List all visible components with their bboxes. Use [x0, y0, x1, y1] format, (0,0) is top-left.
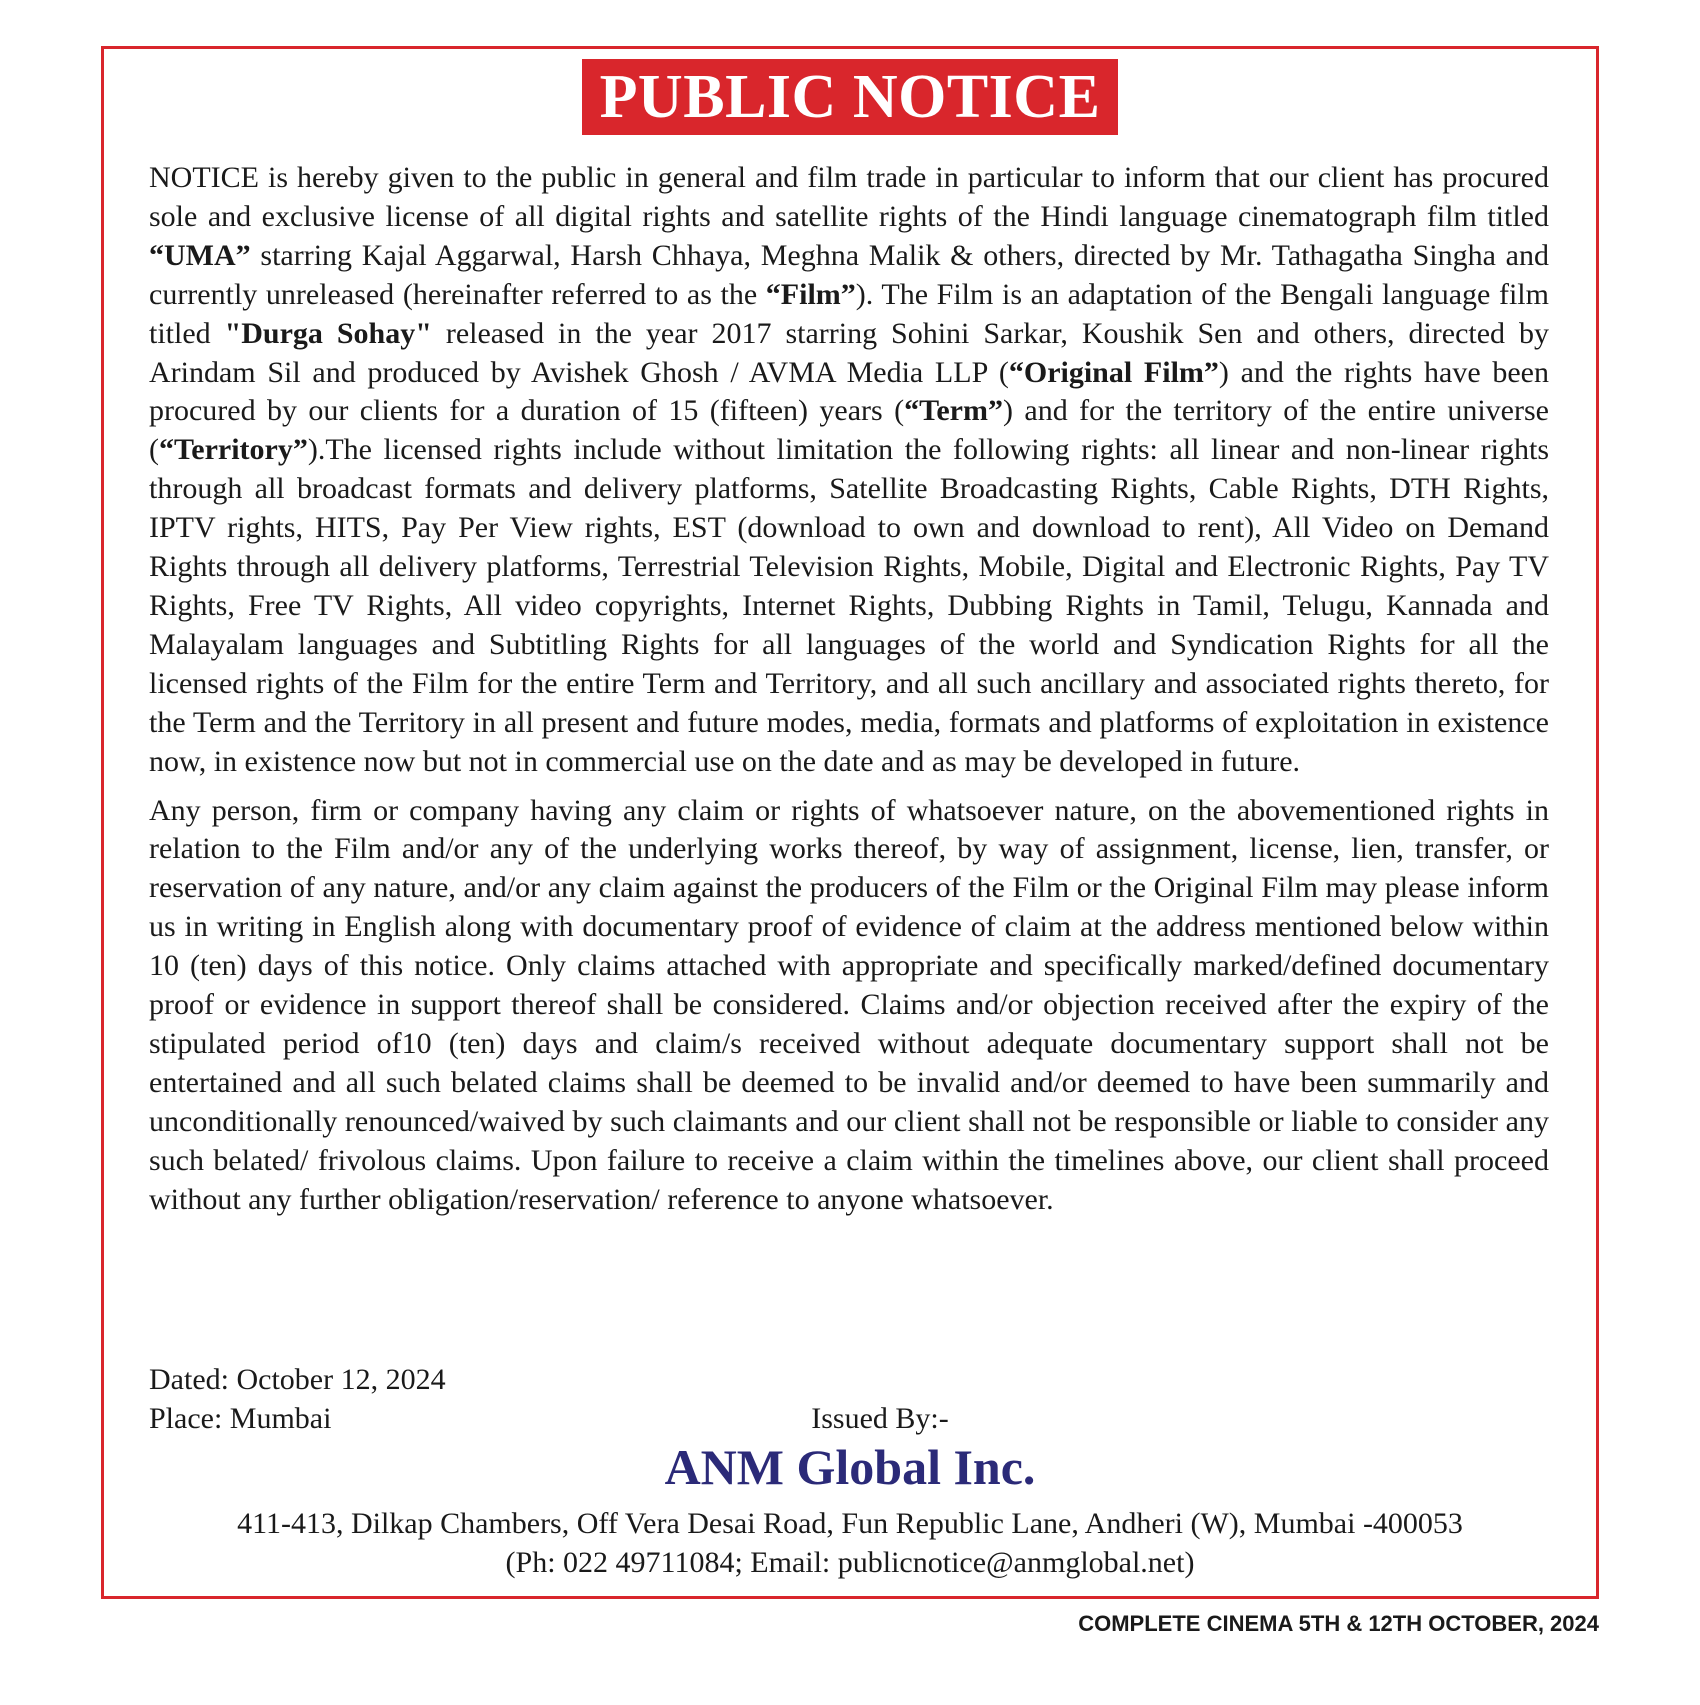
- p1-bold-film: “Film”: [765, 277, 856, 311]
- notice-title: PUBLIC NOTICE: [582, 59, 1119, 135]
- paragraph-claims: Any person, firm or company having any claim or rights of whatsoever nature, on the abovementioned rights in relation to the Film and/or any of the underlying works thereof, by way of assignment, license, lien, transfer, or reservation of any nature, and/or any claim against the producers of the Film or the Original Film may please inform us in writing in English along with documentary proof of evidence of claim at the address mentioned below within 10 (ten) days of this notice. Only claims attached with appropriate and specifically marked/defined documentary proof or evidence in support thereof shall be considered. Claims and/or objection received after the expiry of the stipulated period of10 (ten) days and claim/s received without adequate documentary support shall not be entertained and all such belated claims shall be deemed to be invalid and/or deemed to have been summarily and unconditionally renounced/waived by such claimants and our client shall not be responsible or liable to consider any such belated/ frivolous claims. Upon failure to receive a claim within the timelines above, our client shall proceed without any further obligation/reservation/ reference to anyone whatsoever.: [149, 793, 1549, 1216]
- notice-body: [149, 159, 1549, 1219]
- address-block: [104, 1504, 1596, 1582]
- p1-bold-durga-sohay: "Durga Sohay": [224, 316, 432, 350]
- p1-text-5: ) and the rights have been procured by our clients for a duration of 15 (fifteen) years (: [149, 355, 1550, 428]
- place-line: Place: Mumbai: [149, 1402, 332, 1435]
- publication-footer: COMPLETE CINEMA 5TH & 12TH OCTOBER, 2024: [1078, 1611, 1599, 1636]
- company-name: ANM Global Inc.: [664, 1439, 1036, 1495]
- address-line-2: (Ph: 022 49711084; Email: publicnotice@anmglobal.net): [505, 1546, 1195, 1579]
- title-wrap: [104, 59, 1596, 135]
- address-line-1: 411-413, Dilkap Chambers, Off Vera Desai Road, Fun Republic Lane, Andheri (W), Mumbai -400053: [237, 1507, 1463, 1540]
- issued-by: Issued By:-: [811, 1402, 949, 1435]
- p1-text-1: NOTICE is hereby given to the public in general and film trade in particular to inform that our client has procured sole and exclusive license of all digital rights and satellite rights of the Hindi language cinematograph film titled: [149, 161, 1549, 233]
- p1-bold-original-film: “Original Film”: [1008, 355, 1219, 389]
- notice-frame: [101, 46, 1599, 1599]
- paragraph-rights: [149, 159, 1549, 782]
- p1-text-4: released in the year 2017 starring Sohini Sarkar, Koushik Sen and others, directed by Arindam Sil and produced by Avishek Ghosh / AVMA Media LLP (: [149, 316, 1549, 389]
- p1-text-6: ) and for the territory of the entire universe (: [149, 394, 1549, 467]
- p1-text-7: ).The licensed rights include without limitation the following rights: all linear and non-linear rights through all broadcast formats and delivery platforms, Satellite Broadcasting Rights, Cable Rights, DTH Rights, IPTV rights, HITS, Pay Per View rights, EST (download to own and download to rent), All Video on Demand Rights through all delivery platforms, Terrestrial Television Rights, Mobile, Digital and Electronic Rights, Pay TV Rights, Free TV Rights, All video copyrights, Internet Rights, Dubbing Rights in Tamil, Telugu, Kannada and Malayalam languages and Subtitling Rights for all languages of the world and Syndication Rights for all the licensed rights of the Film for the entire Term and Territory, and all such ancillary and associated rights thereto, for the Term and the Territory in all present and future modes, media, formats and platforms of exploitation in existence now, in existence now but not in commercial use on the date and as may be developed in future.: [149, 433, 1549, 778]
- p1-bold-territory: “Territory”: [159, 433, 308, 467]
- dated-line: Dated: October 12, 2024: [149, 1363, 446, 1396]
- p1-text-2: starring Kajal Aggarwal, Harsh Chhaya, Meghna Malik & others, directed by Mr. Tathagatha Singha and currently unreleased (hereinafter referred to as the: [149, 238, 1549, 311]
- p1-bold-term: “Term”: [904, 394, 1003, 428]
- p1-bold-uma: “UMA”: [149, 238, 251, 272]
- p1-text-3: ). The Film is an adaptation of the Bengali language film titled: [149, 277, 1549, 350]
